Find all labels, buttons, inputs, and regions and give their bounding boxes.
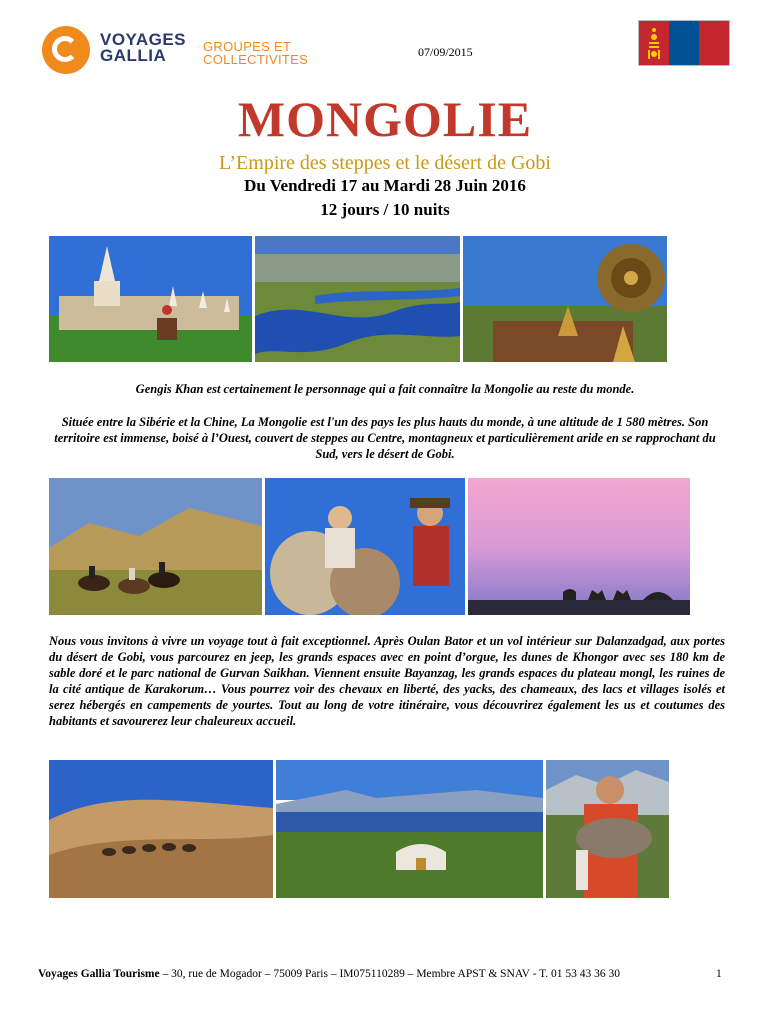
page-subtitle: L’Empire des steppes et le désert de Gobi: [219, 152, 551, 174]
voyages-gallia-logo-icon: [42, 26, 90, 74]
intro-paragraph-2: Située entre la Sibérie et la Chine, La Mongolie est l'un des pays les plus hauts du monde, à une altitude de 1 580 mètres. Son territoire est immense, boisé à l’Ouest, couvert de steppes au Centre, montagneux et particulièrement aride en se rapprochant du Sud, vers le désert de Gobi.: [54, 415, 716, 461]
photo-horse-riders: [49, 478, 262, 615]
trip-dates: Du Vendredi 17 au Mardi 28 Juin 2016: [244, 176, 526, 195]
intro-paragraph-1: Gengis Khan est certainement le personnage qui a fait connaître la Mongolie au reste du monde.: [135, 382, 635, 396]
page-title: MONGOLIE: [237, 91, 533, 147]
footer-details: – 30, rue de Mogador – 75009 Paris – IM075110289 – Membre APST & SNAV - T. 01 53 43 36 30: [159, 968, 621, 980]
body-paragraph: Nous vous invitons à vivre un voyage tout à fait exceptionnel. Après Oulan Bator et un vol intérieur sur Dalanzadgad, aux portes du désert de Gobi, vous parcourez en jeep, les grands espaces avec en point d’orgue, les dunes de Khongor avec ses 180 km de sable doré et le parc national de Gurvan Saikhan. Viennent ensuite Bayanzag, les grands espaces du plateau mongl, les ruines de la cité antique de Karakorum… Vous pourrez voir des chevaux en liberté, des yacks, des chameaux, des lacs et villages isolés et serez hébergés en campements de yourtes. Tout au long de votre itinéraire, vous découvrirez également les us et coutumes des habitants et savourerez leur chaleureux accueil.: [49, 634, 725, 728]
photo-desert-dunes: [49, 760, 273, 898]
page-number: 1: [716, 968, 722, 980]
photo-yurt-lake: [276, 760, 543, 898]
photo-dharma-wheel: [463, 236, 667, 362]
photo-child-with-lamb: [546, 760, 669, 898]
photo-sunset-caravan: [468, 478, 690, 615]
photo-river-valley: [255, 236, 460, 362]
logo-line2: GALLIA: [100, 46, 167, 65]
photo-monastery-stupas: [49, 236, 252, 362]
logo-line1: VOYAGES: [100, 30, 187, 49]
document-date: 07/09/2015: [418, 45, 473, 59]
logo-sub-line2: COLLECTIVITES: [203, 52, 309, 67]
mongolia-flag-icon: [638, 20, 730, 66]
footer: [38, 968, 620, 980]
trip-duration: 12 jours / 10 nuits: [320, 200, 450, 219]
logo-sub-line1: GROUPES ET: [203, 39, 292, 54]
photo-camels-herders: [265, 478, 465, 615]
logo-wordmark: [100, 32, 186, 64]
logo-subtitle: [203, 40, 308, 66]
footer-company: Voyages Gallia Tourisme: [38, 968, 160, 980]
